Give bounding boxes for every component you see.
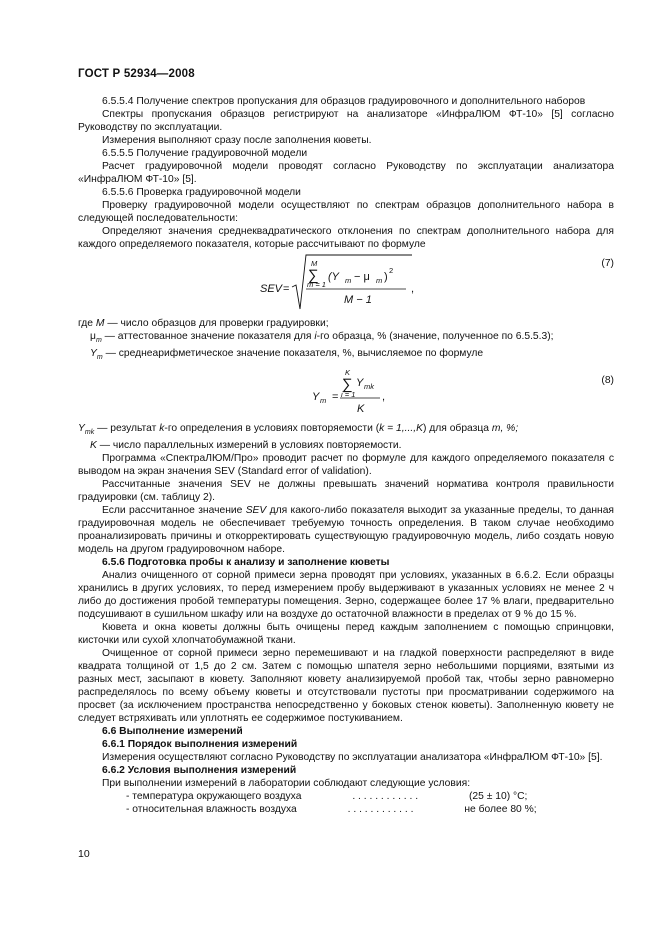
definition-M: где M — число образцов для проверки градуировки; — [78, 318, 329, 329]
paragraph: Кювета и окна кюветы должны быть очищены перед каждым заполнением с помощью спринцовки, кисточки или сухой хлопчатобумажной ткани. — [78, 622, 614, 647]
sum-top: M — [311, 259, 318, 268]
definition-K: K — число параллельных измерений в условиях повторяемости. — [90, 440, 402, 452]
equation-number: (8) — [601, 375, 614, 387]
paragraph: Очищенное от сорной примеси зерно перемешивают и на гладкой поверхности распределяют в виде квадрата толщиной от 1,5 до 2 см. Затем с помощью шпателя зерно небольшими порциями, взятыми из разных мест, засыпают в кювету. Заполняют кювету анализируемой пробой так, чтобы зерно равномерно распределялось по всему объему кюветы и отсутствовали пустоты при просматривании содержимого на просвет (за исключением пространства непосредственно у боковых стенок кюветы). Заполненную кювету не следует встряхивать или уплотнять ее содержимое постукиванием. — [78, 648, 614, 725]
sum-top: K — [345, 368, 351, 378]
equation-7-formula — [78, 251, 614, 317]
equation-8 — [78, 364, 614, 422]
term-close: ) — [384, 271, 388, 283]
paragraph: Проверку градуировочной модели осуществляют по спектрам образцов дополнительного набора в следующей последовательности: — [78, 200, 614, 224]
term-sub-m2: m — [376, 276, 383, 285]
section-6-6-2-heading: 6.6.2 Условия выполнения измерений — [102, 765, 297, 777]
paragraph: При выполнении измерений в лаборатории соблюдают следующие условия: — [102, 778, 471, 790]
equation-7 — [78, 251, 614, 317]
term-minus-mu: − μ — [354, 271, 370, 283]
term-y: Y — [356, 377, 364, 390]
section-6-6-1-heading: 6.6.1 Порядок выполнения измерений — [102, 739, 298, 751]
paragraph: Программа «СпектраЛЮМ/Про» проводит расчет по формуле для каждого определяемого показателя с выводом на экран значения SEV (Standard error of validation). — [78, 453, 614, 478]
section-6-5-6-heading: 6.5.6 Подготовка пробы к анализу и заполнение кюветы — [102, 557, 390, 569]
section-6-5-5-4: 6.5.5.4 Получение спектров пропускания для образцов градуировочного и дополнительного наборов — [102, 96, 586, 107]
paragraph: Расчет градуировочной модели проводят согласно Руководству по эксплуатации анализатора «ИнфраЛЮМ ФТ-10» [5]. — [78, 161, 614, 185]
sum-sign: ∑ — [342, 376, 353, 394]
condition-humidity: - относительная влажность воздуха . . . . . . . . . . . . не более 80 %; — [126, 804, 537, 816]
paragraph: Рассчитанные значения SEV не должны превышать значений норматива контроля правильности градуировки (см. таблицу 2). — [78, 479, 614, 504]
paragraph: Анализ очищенного от сорной примеси зерна проводят при условиях, указанных в 6.6.2. Если образцы хранились в других условиях, то перед измерением пробу выдерживают в указанных условиях не менее 2 ч либо до достижения пробой температуры помещения. Зерно, содержащее более 17 % влаги, предварительно подсушивают в сушильном шкафу или на воздухе до остаточной влажности в пределах от 9 % до 15 %. — [78, 570, 614, 621]
definition-Ymk: $Y_{mk}$ — результат k-го определения в условиях повторяемости (k = 1,...,K) для образца m, %; — [78, 423, 519, 437]
comma: , — [382, 391, 386, 404]
term-open: (Y — [328, 271, 339, 283]
term-sub-mk: mk — [364, 382, 374, 392]
denominator: M − 1 — [344, 294, 372, 306]
document-body — [78, 95, 614, 816]
section-6-6-heading: 6.6 Выполнение измерений — [102, 726, 243, 738]
sum-sign: ∑ — [308, 267, 319, 284]
definition-mu: $\mu_m$ — аттестованное значение показателя для i-го образца, % (значение, полученное по 6.5.5.3); — [90, 331, 554, 345]
denominator: K — [357, 403, 365, 416]
ym-symbol: Y — [312, 391, 320, 404]
equals-sign: = — [332, 391, 339, 404]
equation-8-formula — [78, 364, 614, 422]
paragraph: Измерения выполняют сразу после заполнения кюветы. — [102, 135, 372, 146]
comma: , — [411, 283, 415, 295]
paragraph: Определяют значения среднеквадратического отклонения по спектрам дополнительного набора для каждого определяемого показателя, которые рассчитывают по формуле — [78, 226, 614, 250]
sum-bottom: i = 1 — [341, 390, 356, 400]
page-number: 10 — [78, 848, 90, 860]
equation-number: (7) — [601, 258, 614, 269]
paragraph: Спектры пропускания образцов регистрируют на анализаторе «ИнфраЛЮМ ФТ-10» [5] согласно Руководству по эксплуатации. — [78, 109, 614, 133]
term-sub-m: m — [345, 276, 352, 285]
section-6-5-5-6: 6.5.5.6 Проверка градуировочной модели — [102, 187, 301, 198]
condition-temperature: - температура окружающего воздуха . . . . . . . . . . . . (25 ± 10) °C; — [126, 791, 528, 803]
standard-header: ГОСТ Р 52934—2008 — [78, 68, 195, 80]
sum-bottom: m = 1 — [307, 280, 326, 289]
section-6-5-5-5: 6.5.5.5 Получение градуировочной модели — [102, 148, 308, 159]
definition-Ym: $Y_m$ — среднеарифметическое значение показателя, %, вычисляемое по формуле — [90, 348, 484, 362]
power-2: 2 — [389, 266, 394, 275]
sev-symbol: SEV — [260, 283, 283, 295]
paragraph: Если рассчитанное значение SEV для какого-либо показателя выходит за указанные пределы, то данная градуировочная модель не обеспечивает требуемую точность определения. В таком случае необходимо проанализировать причины и откорректировать существующую градуировочную модель, либо создать новую модель на другом градуировочном наборе. — [78, 505, 615, 556]
ym-sub: m — [320, 396, 327, 406]
equals-sign: = — [283, 283, 290, 295]
paragraph: Измерения осуществляют согласно Руководству по эксплуатации анализатора «ИнфраЛЮМ ФТ-10» [5]. — [102, 752, 603, 764]
